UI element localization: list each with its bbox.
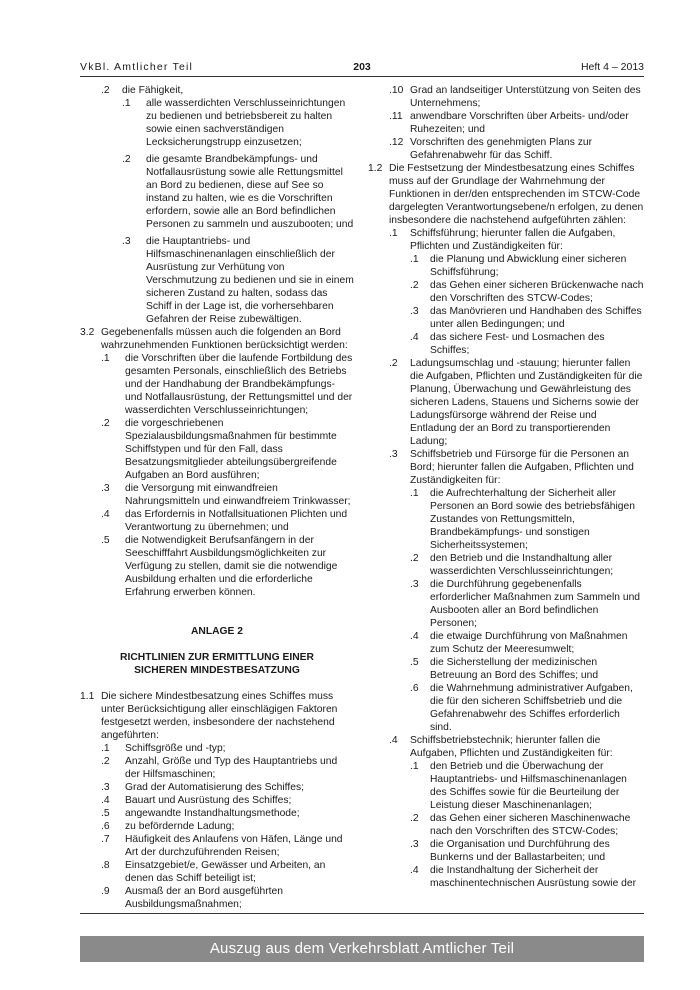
list-item: .4 Schiffsbetriebstechnik; hierunter fallen die Aufgaben, Pflichten und Zuständigkeiten für:: [389, 735, 613, 759]
list-item: .3 die Durchführung gegebenenfalls erforderlicher Maßnahmen zum Sammeln und Ausbooten aller an Bord befindlichen Personen;: [410, 579, 641, 629]
list-item: .11 anwendbare Vorschriften über Arbeits- und/oder Ruhezeiten; und: [389, 111, 629, 135]
annex-heading-line-2: SICHEREN MINDESTBESATZUNG: [134, 665, 300, 676]
list-item: .2 das Gehen einer sicheren Brückenwache nach den Vorschriften des STCW-Codes;: [410, 280, 644, 304]
list-item: .2 das Gehen einer sicheren Maschinenwache nach den Vorschriften des STCW-Codes;: [410, 813, 631, 837]
list-item: .12 Vorschriften des genehmigten Plans zur Gefahrenabwehr für das Schiff.: [389, 137, 593, 161]
list-item: .4 die etwaige Durchführung von Maßnahmen zum Schutz der Meeresumwelt;: [410, 631, 628, 655]
list-item: .9 Ausmaß der an Bord ausgeführten Ausbildungsmaßnahmen;: [101, 886, 283, 910]
list-item: .1 die Aufrechterhaltung der Sicherheit aller Personen an Bord sowie des betriebsfähigen Zustandes von Rettungsmitteln, Brandbekämpfungs- und sonstigen Sicherheitssystemen;: [410, 488, 635, 551]
list-item: .1 die Vorschriften über die laufende Fortbildung des gesamten Personals, einschließlich des Betriebs und der Handhabung der Brandbekämpfungs- und Notfallausrüstung, der Rettungsmittel und der wasserdichten Verschlusseinrichtungen;: [101, 353, 353, 416]
list-item: .6 zu befördernde Ladung;: [101, 821, 235, 832]
list-item: .4 das Erfordernis in Notfallsituationen Plichten und Verantwortung zu übernehmen; und: [101, 509, 348, 533]
list-item: .3 die Versorgung mit einwandfreien Nahrungsmitteln und einwandfreiem Trinkwasser;: [101, 483, 351, 507]
list-item: .2 die Fähigkeit,: [101, 85, 184, 96]
annex-heading-line-1: RICHTLINIEN ZUR ERMITTLUNG EINER: [120, 652, 314, 663]
list-item: .3 Grad der Automatisierung des Schiffes;: [101, 782, 304, 793]
footer-banner: Auszug aus dem Verkehrsblatt Amtlicher Teil: [80, 936, 644, 962]
list-item: .1 Schiffsgröße und -typ;: [101, 743, 226, 754]
list-item: .2 die vorgeschriebenen Spezialausbildungsmaßnahmen für bestimmte Schiffstypen und für den Fall, dass Besatzungsmitglieder abteilungsübergreifende Aufgaben an Bord ausführen;: [101, 418, 337, 481]
page-number: 203: [353, 61, 371, 73]
page-header: [80, 58, 644, 76]
list-item: .3 die Hauptantriebs- und Hilfsmaschinenanlagen einschließlich der Ausrüstung zur Verhütung von Verschmutzung zu bedienen und sie in einem sicheren Zustand zu halten, sodass das Schiff in der Lage ist, die vorhersehbaren Gefahren der Reise zubewältigen.: [122, 236, 354, 325]
section-1-2: 1.2 Die Festsetzung der Mindestbesatzung eines Schiffes muss auf der Grundlage der Wahrnehmung der Funktionen in der/den entsprechenden im STCW-Code dargelegten Verantwortungsebene/n erfolgen, zu denen insbesondere die nachstehend aufgeführten zählen:: [368, 163, 644, 226]
list-item: .2 die gesamte Brandbekämpfungs- und Notfallausrüstung sowie alle Rettungsmittel an Bord zu bedienen, diese auf See so instand zu halten, wie es die Vorschriften erfordern, sowie alle an Bord befindlichen Personen zu sammeln und auszubooten; und: [122, 154, 354, 230]
list-item: .4 die Instandhaltung der Sicherheit der maschinentechnischen Ausrüstung sowie der: [410, 865, 637, 889]
list-item: .1 alle wasserdichten Verschlusseinrichtungen zu bedienen und betriebsbereit zu halten sowie einen sachverständigen Lecksicherungstrupp einzusetzen;: [122, 98, 346, 148]
section-1-1: 1.1 Die sichere Mindestbesatzung eines Schiffes muss unter Berücksichtigung aller einschlägigen Faktoren festgesetzt werden, insbesondere der nachstehend angeführten:: [80, 691, 338, 741]
list-item: .10 Grad an landseitiger Unterstützung von Seiten des Unternehmens;: [389, 85, 641, 109]
list-item: .3 Schiffsbetrieb und Fürsorge für die Personen an Bord; hierunter fallen die Aufgaben, Pflichten und Zuständigkeiten für:: [389, 449, 634, 486]
list-item: .2 Ladungsumschlag und -stauung; hierunter fallen die Aufgaben, Pflichten und Zuständigkeiten für die Planung, Überwachung und Gewährleistung des sicheren Ladens, Stauens und Sicherns sowie der Ladungsfürsorge während der Reise und Entladung der an Bord zu transportierenden Ladung;: [389, 358, 643, 447]
right-column: [368, 84, 644, 890]
left-column: [80, 84, 354, 911]
list-item: .5 die Sicherstellung der medizinischen Betreuung an Bord des Schiffes; und: [410, 657, 599, 681]
issue-label: Heft 4 – 2013: [580, 61, 644, 73]
list-item: .3 die Organisation und Durchführung des Bunkerns und der Ballastarbeiten; und: [410, 839, 610, 863]
header-divider: [80, 76, 644, 77]
journal-title: VkBl. Amtlicher Teil: [80, 61, 194, 73]
section-3-2: 3.2 Gegebenenfalls müssen auch die folgenden an Bord wahrzunehmenden Funktionen berücksichtigt werden:: [80, 327, 348, 351]
footer-divider: [80, 913, 644, 914]
list-item: .4 das sichere Fest- und Losmachen des Schiffes;: [410, 332, 605, 356]
annex-title: ANLAGE 2: [190, 626, 244, 637]
list-item: .7 Häufigkeit des Anlaufens von Häfen, Länge und Art der durchzuführenden Reisen;: [101, 834, 343, 858]
list-item: .3 das Manövrieren und Handhaben des Schiffes unter allen Bedingungen; und: [410, 306, 642, 330]
list-item: .1 den Betrieb und die Überwachung der Hauptantriebs- und Hilfsmaschinenanlagen des Schiffes sowie für die Beurteilung der Leistung dieser Maschinenanlagen;: [410, 761, 627, 811]
list-item: .2 den Betrieb und die Instandhaltung aller wasserdichten Verschlusseinrichtungen;: [410, 553, 614, 577]
list-item: .6 die Wahrnehmung administrativer Aufgaben, die für den sicheren Schiffsbetrieb und die Gefahrenabwehr des Schiffes erforderlich sind.: [410, 683, 633, 733]
list-item: .1 die Planung und Abwicklung einer sicheren Schiffsführung;: [410, 254, 627, 278]
list-item: .5 die Notwendigkeit Berufsanfängern in der Seeschifffahrt Ausbildungsmöglichkeiten zur Verfügung zu stellen, damit sie die notwendige Ausbildung erhalten und die erforderliche Erfahrung erwerben können.: [101, 535, 338, 598]
list-item: .2 Anzahl, Größe und Typ des Hauptantriebs und der Hilfsmaschinen;: [101, 756, 338, 780]
list-item: .1 Schiffsführung; hierunter fallen die Aufgaben, Pflichten und Zuständigkeiten für:: [389, 228, 616, 252]
list-item: .8 Einsatzgebiet/e, Gewässer und Arbeiten, an denen das Schiff beteiligt ist;: [101, 860, 326, 884]
list-item: .5 angewandte Instandhaltungsmethode;: [101, 808, 300, 819]
list-item: .4 Bauart und Ausrüstung des Schiffes;: [101, 795, 292, 806]
